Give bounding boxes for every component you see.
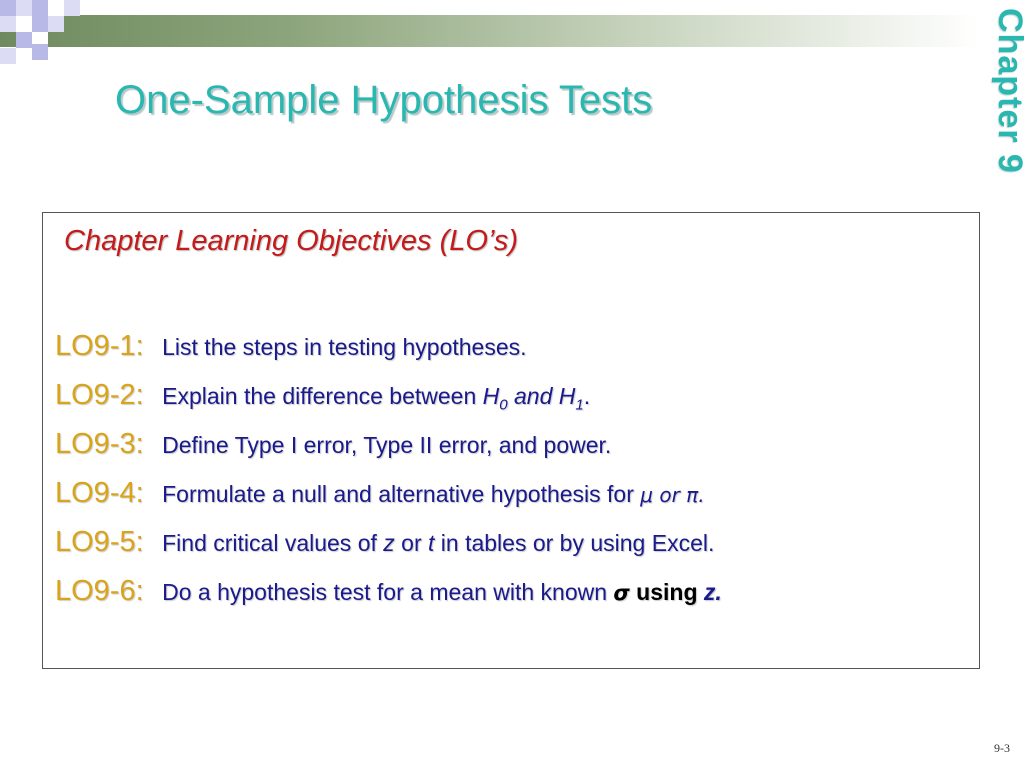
- learning-objectives-box: [42, 212, 980, 669]
- decorative-square: [16, 32, 32, 48]
- objective-text: Find critical values of z or t in tables or by using Excel.: [162, 530, 715, 556]
- objective-code: LO9-3:: [55, 428, 144, 460]
- decorative-square: [16, 16, 32, 32]
- decorative-square: [0, 0, 16, 16]
- h0-symbol: $H_0$ and $H_1$: [482, 383, 584, 414]
- decorative-square: [64, 0, 80, 16]
- objective-item: [55, 526, 722, 575]
- objective-text: List the steps in testing hypotheses.: [162, 334, 527, 360]
- objective-code: LO9-6:: [55, 575, 144, 607]
- header-gradient-bar: [0, 15, 980, 47]
- objective-code: LO9-1:: [55, 330, 144, 362]
- decorative-square: [0, 48, 16, 64]
- objectives-heading: Chapter Learning Objectives (LO’s): [64, 225, 519, 257]
- objective-item: [55, 575, 722, 624]
- page-number: 9-3: [994, 741, 1010, 755]
- chapter-label: Chapter 9: [991, 8, 1029, 174]
- objective-text: Explain the difference between $H_0$ and $H_1$.: [162, 383, 591, 414]
- decorative-square: [48, 0, 64, 16]
- objective-text: Formulate a null and alternative hypothesis for μ or π.: [162, 481, 705, 507]
- objective-code: LO9-2:: [55, 379, 144, 411]
- decorative-square: [32, 0, 48, 16]
- objective-text: Do a hypothesis test for a mean with known σ using z.: [162, 579, 722, 605]
- objective-item: [55, 379, 722, 428]
- objective-code: LO9-5:: [55, 526, 144, 558]
- decorative-square: [32, 16, 48, 32]
- decorative-square: [48, 16, 64, 32]
- decorative-square: [32, 44, 48, 60]
- slide-title: One-Sample Hypothesis Tests: [115, 78, 653, 122]
- objective-text: Define Type I error, Type II error, and power.: [162, 432, 612, 458]
- objective-item: [55, 477, 722, 526]
- objectives-list: [55, 330, 722, 624]
- decorative-square: [16, 0, 32, 16]
- greek-symbols: μ or π.: [640, 483, 705, 507]
- decorative-square: [0, 16, 16, 32]
- objective-item: [55, 428, 722, 477]
- objective-code: LO9-4:: [55, 477, 144, 509]
- objective-item: [55, 330, 722, 379]
